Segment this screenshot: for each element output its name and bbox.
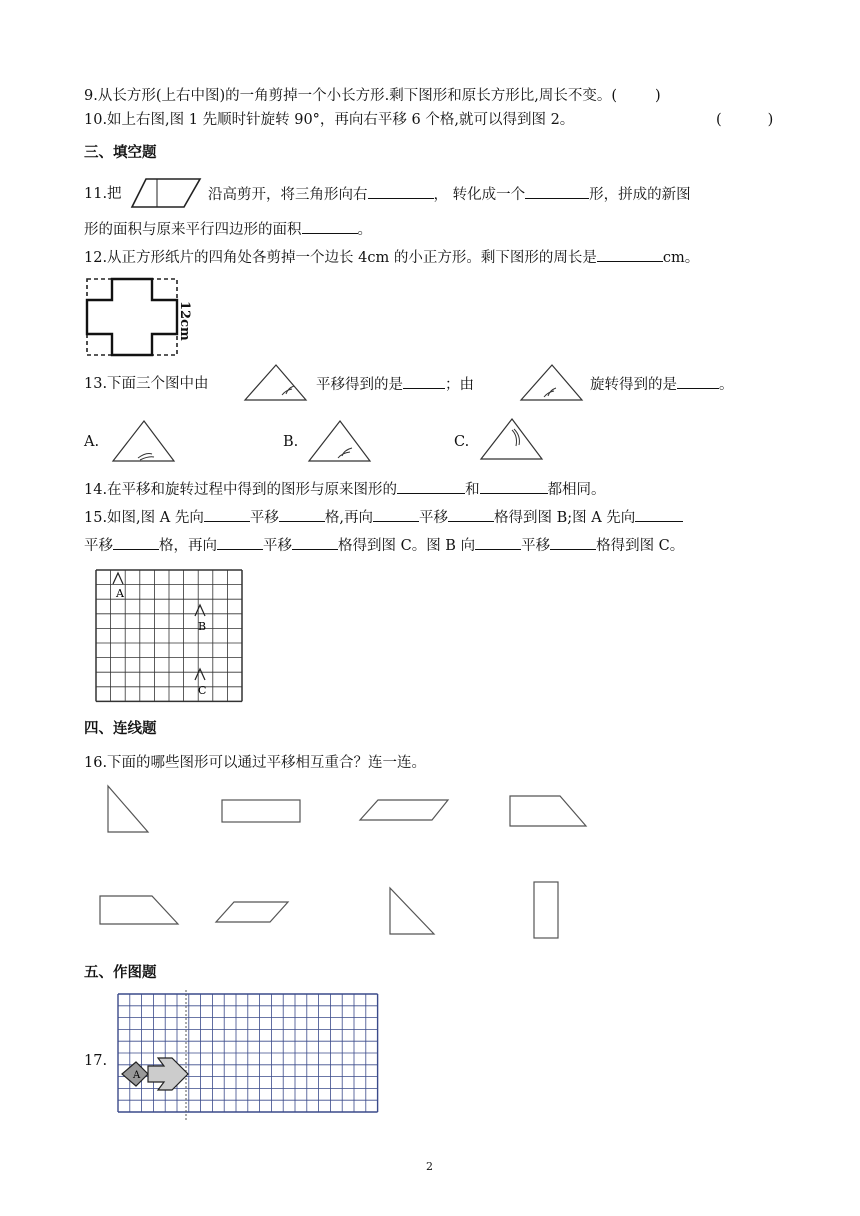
page-number: 2 [426, 1160, 433, 1173]
question-11-line1: 沿高剪开，将三角形向右 ， 转化成一个 形，拼成的新图 [208, 184, 691, 205]
translation-grid [96, 570, 230, 700]
parallelogram-bottom[interactable] [216, 902, 288, 922]
answer-blank[interactable] [635, 507, 683, 522]
answer-blank[interactable] [597, 247, 663, 262]
section-5-heading: 五、作图题 [84, 965, 157, 981]
answer-blank[interactable] [113, 535, 159, 550]
grid-label-b: B [198, 620, 207, 633]
question-12: 12.从正方形纸片的四角处各剪掉一个边长 4cm 的小正方形。剩下图形的周长是 cm。 [84, 247, 699, 268]
trapezoid-bottom[interactable] [100, 896, 178, 924]
q9-text: 9.从长方形(上右中图)的一角剪掉一个小长方形.剩下图形和原长方形比,周长不变。( [84, 88, 618, 104]
right-triangle-bottom[interactable] [390, 888, 434, 934]
option-c-label: C. [454, 434, 470, 450]
answer-blank[interactable] [373, 507, 419, 522]
parallelogram-icon [130, 176, 202, 210]
question-10 [84, 110, 574, 130]
question-15-line1: 15.如图,图 A 先向 平移 格,再向 平移 格得到图 B;图 A 先向 [84, 507, 683, 528]
answer-blank[interactable] [525, 184, 589, 199]
grid-label-c: C [198, 684, 207, 697]
option-b-triangle [306, 418, 372, 464]
q9-close-paren: ) [655, 88, 661, 104]
answer-blank[interactable] [397, 479, 465, 494]
option-c-triangle [478, 416, 544, 462]
answer-blank[interactable] [448, 507, 494, 522]
shape-a-label: A [133, 1070, 141, 1081]
side-length-label: 12cm [177, 301, 192, 341]
question-14: 14.在平移和旋转过程中得到的图形与原来图形的 和 都相同。 [84, 479, 606, 500]
q13-translate-part: 平移得到的是 ；由 [316, 374, 474, 395]
parallelogram-top[interactable] [360, 800, 448, 820]
question-11-line2: 形的面积与原来平行四边形的面积 。 [84, 219, 372, 240]
drawing-grid [118, 994, 380, 1114]
grid-label-a: A [116, 587, 124, 600]
q10-answer-paren: ( ) [716, 112, 774, 128]
q13-prefix: 13.下面三个图中由 [84, 376, 209, 392]
rectangle-horizontal[interactable] [222, 800, 300, 822]
option-b-label: B. [283, 434, 299, 450]
section-3-heading: 三、填空题 [84, 145, 157, 161]
answer-blank[interactable] [292, 535, 338, 550]
answer-blank[interactable] [550, 535, 596, 550]
question-16: 16.下面的哪些图形可以通过平移相互重合？连一连。 [84, 755, 427, 771]
option-a-label: A. [84, 434, 100, 450]
q17-number: 17. [84, 1053, 108, 1069]
triangle-with-arc-icon [518, 362, 584, 402]
shape-b-arrow [195, 605, 205, 616]
answer-blank[interactable] [368, 184, 434, 199]
shape-a-arrow [113, 573, 123, 584]
matching-shapes [100, 782, 600, 942]
answer-blank[interactable] [403, 374, 445, 389]
q13-rotate-part: 旋转得到的是 。 [590, 374, 734, 395]
option-a-triangle [110, 418, 176, 464]
answer-blank[interactable] [475, 535, 521, 550]
trapezoid-top[interactable] [510, 796, 586, 826]
answer-blank[interactable] [217, 535, 263, 550]
answer-blank[interactable] [302, 219, 358, 234]
section-4-heading: 四、连线题 [84, 721, 157, 737]
answer-blank[interactable] [677, 374, 719, 389]
right-triangle-top[interactable] [108, 786, 148, 832]
question-15-line2: 平移 格，再向 平移 格得到图 C。图 B 向 平移 格得到图 C。 [84, 535, 684, 556]
answer-blank[interactable] [204, 507, 250, 522]
rectangle-vertical[interactable] [534, 882, 558, 938]
q11-prefix: 11.把 [84, 186, 122, 202]
triangle-with-arc-icon [242, 362, 308, 402]
arrow-shape [148, 1058, 188, 1090]
cross-shape-figure [84, 276, 190, 358]
shape-c-arrow [195, 669, 205, 680]
answer-blank[interactable] [480, 479, 548, 494]
answer-blank[interactable] [279, 507, 325, 522]
question-9 [84, 86, 661, 106]
q10-text: 10.如上右图,图 1 先顺时针旋转 90°，再向右平移 6 个格,就可以得到图 2。 [84, 112, 575, 128]
